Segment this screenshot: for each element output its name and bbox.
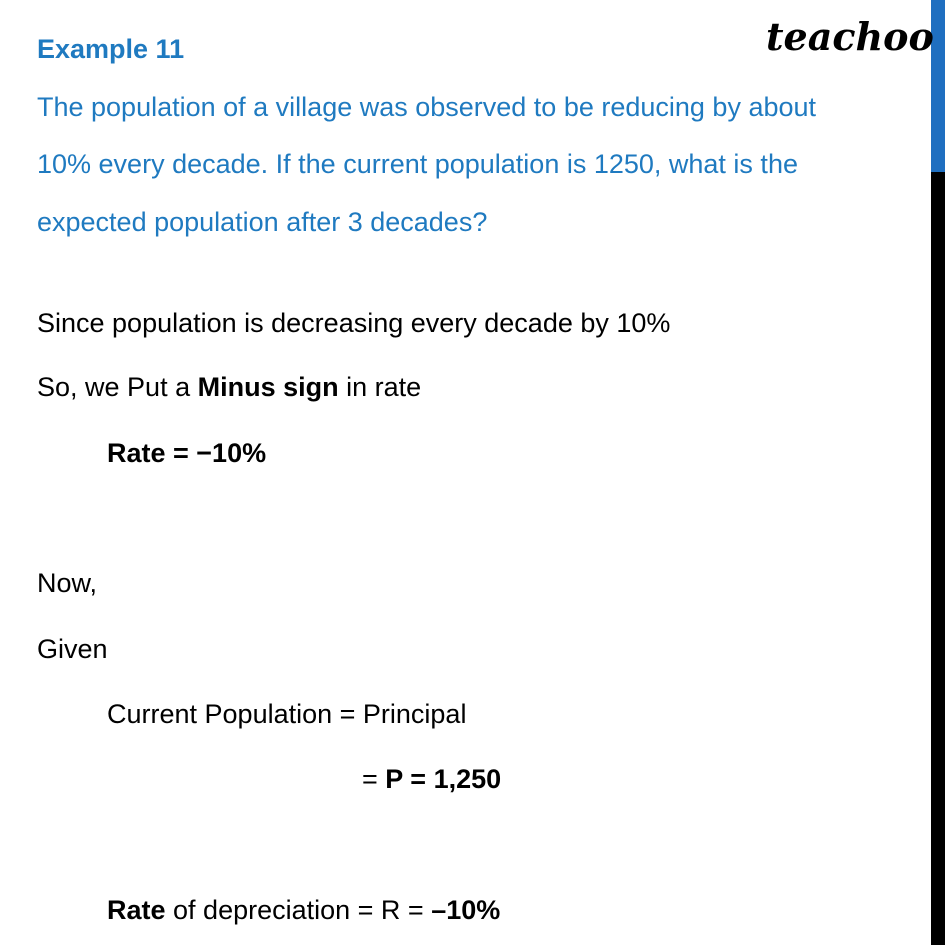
principal-value-line (362, 762, 501, 796)
example-title: Example 11 (37, 34, 185, 64)
now-line: Now, (37, 568, 98, 598)
question-line-1: The population of a village was observed to be reducing by about (37, 92, 817, 122)
rate-word: Rate (107, 895, 166, 925)
rate-dep-middle: of depreciation = R = (165, 895, 432, 925)
principal-eq-prefix: = (362, 764, 386, 794)
solution-line-1: Since population is decreasing every decade by 10% (37, 308, 671, 338)
teachoo-logo: teachoo (766, 14, 934, 59)
solution-line-2 (37, 370, 421, 404)
solution-line-2-post: in rate (338, 372, 422, 402)
question-line-2: 10% every decade. If the current population is 1250, what is the (37, 149, 798, 179)
given-line: Given (37, 634, 108, 664)
rate-of-depreciation-line (107, 893, 500, 927)
minus-sign-text: Minus sign (197, 372, 339, 402)
current-population-line: Current Population = Principal (107, 699, 467, 729)
question-line-3: expected population after 3 decades? (37, 207, 488, 237)
rate-dep-value: –10% (431, 895, 501, 925)
solution-line-2-pre: So, we Put a (37, 372, 198, 402)
rate-line: Rate = −10% (107, 438, 267, 468)
principal-value: P = 1,250 (385, 764, 502, 794)
